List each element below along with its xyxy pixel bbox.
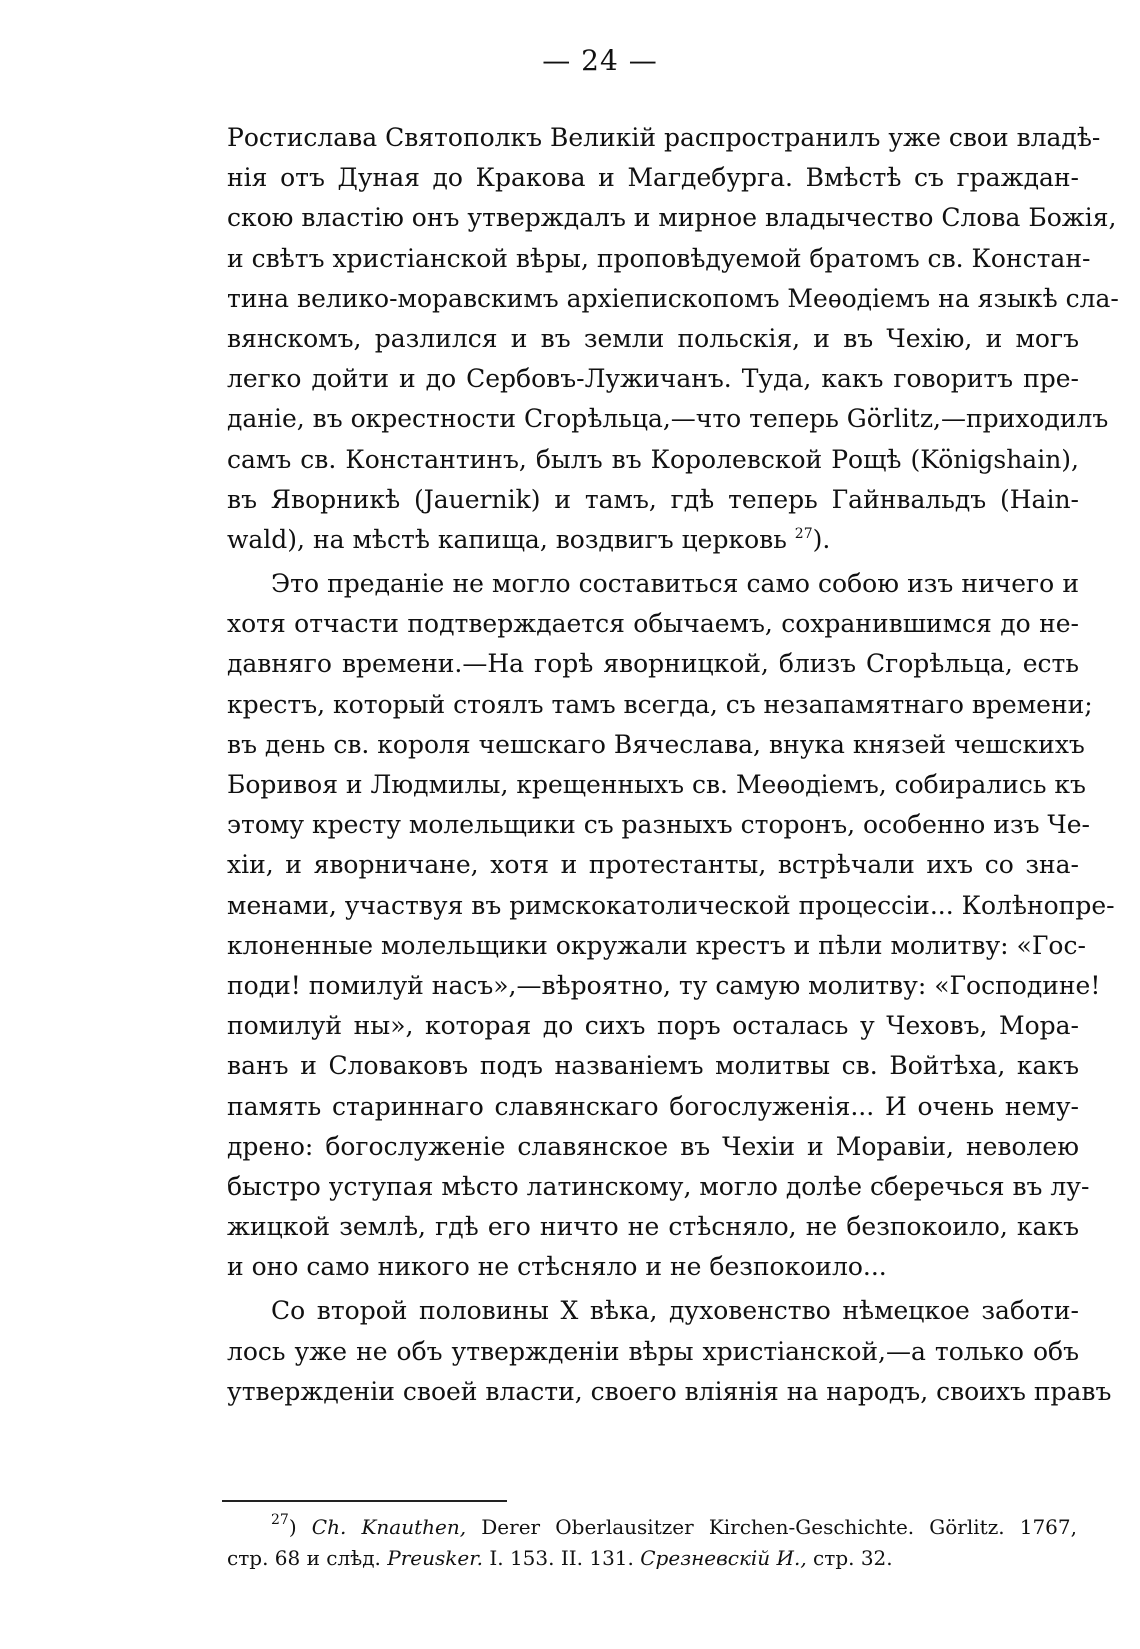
text-line: Ростислава Святополкъ Великій распространилъ уже свои владѣ-	[227, 123, 1101, 152]
text-line: крестъ, который стоялъ тамъ всегда, съ незапамятнаго времени;	[227, 689, 1093, 719]
text-line: менами, участвуя въ римскокатолической процессіи... Колѣнопре-	[227, 890, 1115, 920]
text-line: лось уже не объ утвержденіи вѣры христіанской,—а только объ	[227, 1336, 1079, 1366]
text-line: вянскомъ, разлился и въ земли польскія, и въ Чехію, и могъ	[227, 323, 1079, 353]
text-line: помилуй ны», которая до сихъ поръ осталась у Чеховъ, Мора-	[227, 1011, 1079, 1041]
text-line: этому кресту молельщики съ разныхъ сторонъ, особенно изъ Че-	[227, 810, 1091, 840]
footnote-source: Preusker.	[387, 1546, 483, 1570]
page-number: — 24 —	[542, 44, 658, 77]
text-line: легко дойти и до Сербовъ-Лужичанъ. Туда, какъ говоритъ пре-	[227, 364, 1079, 394]
text-line: Боривоя и Людмилы, крещенныхъ св. Меѳодіемъ, собирались къ	[227, 770, 1086, 799]
text-fragment: wald), на мѣстѣ капища, воздвигъ церковь	[227, 524, 787, 554]
footnote-text: стр. 32.	[813, 1546, 893, 1570]
footnote	[227, 1512, 1077, 1574]
text-line: ванъ и Словаковъ подъ названіемъ молитвы св. Войтѣха, какъ	[227, 1051, 1079, 1081]
text-line: давняго времени.—На горѣ яворницкой, близъ Сгорѣльца, есть	[227, 649, 1079, 679]
text-line: въ день св. короля чешскаго Вячеслава, внука князей чешскихъ	[227, 729, 1085, 759]
footnote-text: I. 153. II. 131.	[489, 1546, 634, 1570]
text-line: нія отъ Дуная до Кракова и Магдебурга. Вмѣстѣ съ граждан-	[227, 163, 1079, 193]
footnote-source: Срезневскій И.,	[640, 1546, 807, 1570]
text-line: и свѣтъ христіанской вѣры, проповѣдуемой братомъ св. Констан-	[227, 243, 1091, 273]
text-line: дрено: богослуженіе славянское въ Чехіи и Моравіи, неволею	[227, 1131, 1079, 1161]
text-line: въ Яворникѣ (Jauernik) и тамъ, гдѣ теперь Гайнвальдъ (Hain-	[227, 484, 1079, 514]
footnote-text: стр. 68 и слѣд.	[227, 1546, 381, 1570]
text-line: утвержденіи своей власти, своего вліянія на народъ, своихъ правъ	[227, 1376, 1112, 1406]
text-line: даніе, въ окрестности Сгорѣльца,—что теперь Görlitz,—приходилъ	[227, 404, 1109, 434]
text-line: самъ св. Константинъ, былъ въ Королевской Рощѣ (Königshain),	[227, 444, 1079, 474]
text-line: скою властію онъ утверждалъ и мирное владычество Слова Божія,	[227, 203, 1117, 233]
text-line: быстро уступая мѣсто латинскому, могло долѣе сберечься въ лу-	[227, 1171, 1090, 1201]
footnote-paren: )	[288, 1515, 297, 1539]
body-text	[227, 118, 1119, 1412]
text-line: и оно само никого не стѣсняло и не безпокоило...	[227, 1252, 887, 1282]
text-line: Со второй половины X вѣка, духовенство нѣмецкое заботи-	[271, 1296, 1079, 1326]
footnote-author: Ch. Knauthen,	[311, 1515, 467, 1539]
footnote-divider	[222, 1500, 507, 1502]
footnote-number: 27	[271, 1512, 289, 1528]
footnote-line	[227, 1543, 1077, 1574]
text-line: поди! помилуй насъ»,—вѣроятно, ту самую молитву: «Господине!	[227, 970, 1101, 1000]
footnote-reference[interactable]: 27	[794, 525, 813, 542]
footnote-text: Derer Oberlausitzer Kirchen-Geschichte. Görlitz. 1767,	[481, 1515, 1077, 1539]
text-fragment: ).	[812, 524, 831, 554]
text-line: хотя отчасти подтверждается обычаемъ, сохранившимся до не-	[227, 609, 1079, 639]
text-line-last	[227, 520, 1079, 560]
text-line: память стариннаго славянскаго богослуженія... И очень нему-	[227, 1091, 1079, 1121]
text-line: клоненные молельщики окружали крестъ и пѣли молитву: «Гос-	[227, 930, 1086, 960]
footnote-line	[227, 1512, 1077, 1543]
text-line: хіи, и яворничане, хотя и протестанты, встрѣчали ихъ со зна-	[227, 850, 1079, 880]
text-line: Это преданіе не могло составиться само собою изъ ничего и	[271, 569, 1079, 599]
text-line: тина велико-моравскимъ архіепископомъ Меѳодіемъ на языкѣ сла-	[227, 283, 1119, 313]
text-line: жицкой землѣ, гдѣ его ничто не стѣсняло, не безпокоило, какъ	[227, 1212, 1079, 1242]
